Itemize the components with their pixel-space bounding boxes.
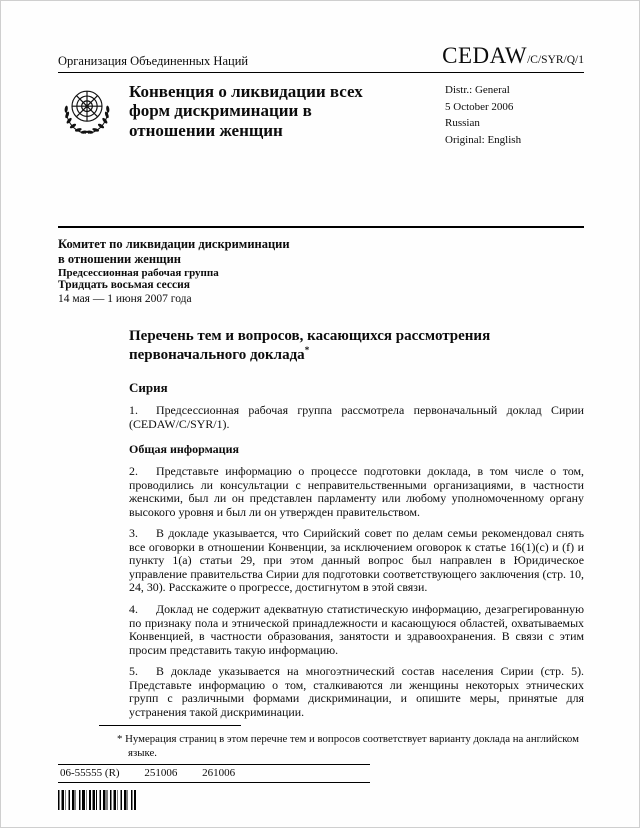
footer-code-2: 251006 (144, 767, 178, 779)
paragraph-1-text: Предсессионная рабочая группа рассмотрела первоначальный доклад Сирии (CEDAW/C/SYR/1). (129, 403, 584, 431)
footer-doc-codes (58, 764, 370, 783)
document-title (129, 327, 501, 365)
paragraph-5-number: 5. (129, 664, 138, 679)
page-header (58, 43, 584, 73)
barcode (58, 790, 136, 810)
committee-name-line2: в отношении женщин (58, 251, 181, 266)
document-symbol-suffix: /C/SYR/Q/1 (527, 54, 584, 66)
title-footnote-marker: * (304, 344, 310, 355)
paragraph-1 (129, 404, 584, 431)
document-title-text: Перечень тем и вопросов, касающихся рассмотрения первоначального доклада (129, 327, 491, 363)
footnote-text (99, 732, 584, 760)
paragraph-4 (129, 603, 584, 657)
document-symbol-main: CEDAW (442, 43, 528, 68)
distribution-block (445, 82, 521, 148)
country-heading: Сирия (129, 380, 168, 396)
un-emblem-icon (58, 83, 116, 141)
paragraph-2-number: 2. (129, 463, 138, 478)
convention-title: Конвенция о ликвидации всех форм дискриминации в отношении женщин (129, 82, 363, 140)
session-dates: 14 мая — 1 июня 2007 года (58, 293, 192, 306)
working-group-label: Предсессионная рабочая группа (58, 266, 219, 279)
document-body (129, 404, 584, 719)
section-heading-general-info: Общая информация (129, 442, 239, 457)
committee-name-line1: Комитет по ликвидации дискриминации (58, 237, 290, 251)
paragraph-3 (129, 527, 584, 595)
footer-code-3: 261006 (202, 767, 236, 779)
paragraph-5-text: В докладе указывается на многоэтнический состав населения Сирии (стр. 5). Представьте информацию о том, сталкиваются ли женщины некоторых этнических групп с различными формами дискриминации, и опишите меры, принятые для устранения такой дискриминации. (129, 664, 584, 719)
date-line: 5 October 2006 (445, 100, 514, 113)
original-language-line: Original: English (445, 133, 522, 146)
distr-line: Distr.: General (445, 84, 510, 96)
paragraph-5 (129, 665, 584, 719)
paragraph-4-number: 4. (129, 602, 138, 617)
paragraph-2-text: Представьте информацию о процессе подготовки доклада, в том числе о том, проводились ли консультации с неправительственными организациями, в частности женскими, был ли он представлен парламенту или любому уполномоченному органу высокого уровня и был ли он утвержден правительством. (129, 463, 584, 519)
paragraph-4-text: Доклад не содержит адекватную статистическую информацию, дезагрегированную по признаку пола и этнической принадлежности и касающуюся областей, охватываемых Конвенцией, в частности образования, занятости и здравоохранения. В связи с этим просим представить такую информацию. (129, 602, 584, 657)
document-symbol (442, 43, 584, 69)
committee-block (58, 237, 584, 307)
footnote-separator (99, 725, 241, 726)
paragraph-1-number: 1. (129, 403, 138, 418)
header-divider (58, 226, 584, 228)
footnote-marker: * (117, 733, 123, 745)
paragraph-2 (129, 465, 584, 519)
footnote-body: Нумерация страниц в этом перечне тем и вопросов соответствует варианту доклада на английском языке. (125, 733, 579, 760)
paragraph-3-number: 3. (129, 526, 138, 541)
un-org-name: Организация Объединенных Наций (58, 54, 249, 68)
session-label: Тридцать восьмая сессия (58, 279, 190, 292)
masthead (58, 80, 584, 148)
footer-doc-number: 06-55555 (R) (60, 767, 120, 779)
paragraph-3-text: В докладе указывается, что Сирийский совет по делам семьи рекомендовал снять все оговорки в отношении Конвенции, за исключением оговорок к статье 16(1)(c) и (f) и пункту 1(a) статьи 29, при этом данный вопрос был направлен в Юридическое управление правительства Сирии для подготовки соответствующего заключения (стр. 10, 24, 30). Расскажите о прогрессе, достигнутом в этой связи. (129, 526, 584, 595)
footnote-area (99, 725, 584, 760)
language-line: Russian (445, 117, 480, 129)
